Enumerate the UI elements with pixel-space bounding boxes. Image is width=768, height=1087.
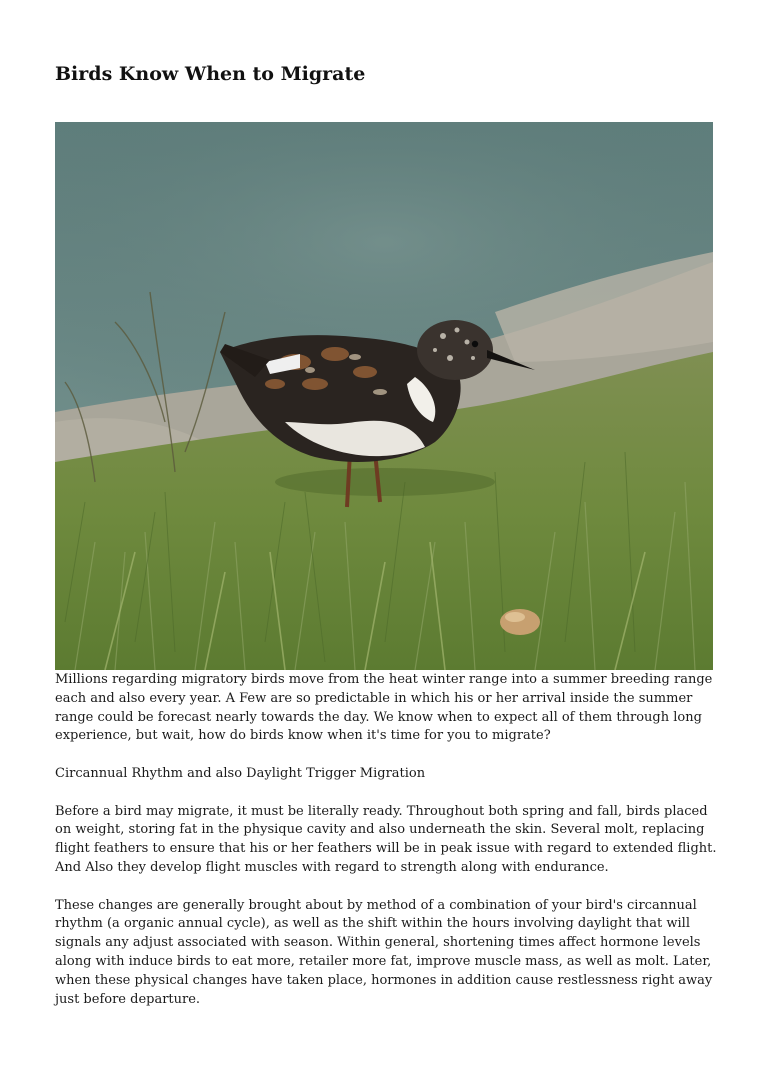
text-line: Before a bird may migrate, it must be literally ready. Throughout both spring and fall, birds placed bbox=[55, 803, 708, 819]
text-line: on weight, storing fat in the physique cavity and also underneath the skin. Several molt, replacing bbox=[55, 822, 705, 838]
paragraph-1 bbox=[55, 671, 715, 746]
text-line: signals any adjust associated with season. Within general, shortening times affect hormone levels bbox=[55, 935, 701, 951]
text-line: rhythm (a organic annual cycle), as well as the shift within the hours involving daylight that will bbox=[55, 916, 691, 932]
text-line: experience, but wait, how do birds know when it's time for you to migrate? bbox=[55, 728, 551, 744]
paragraph-2 bbox=[55, 803, 715, 878]
text-line: range could be forecast nearly towards the day. We know when to expect all of them through long bbox=[55, 709, 702, 725]
text-line: along with induce birds to eat more, retailer more fat, improve muscle mass, as well as molt. Later, bbox=[55, 953, 712, 969]
text-line: flight feathers to ensure that his or her feathers will be in peak issue with regard to extended flight. bbox=[55, 841, 717, 857]
text-line: Circannual Rhythm and also Daylight Trigger Migration bbox=[55, 765, 426, 781]
text-line: just before departure. bbox=[55, 991, 201, 1007]
bird-photo bbox=[55, 122, 713, 670]
text-line: These changes are generally brought about by method of a combination of your bird's circannual bbox=[55, 897, 697, 913]
text-line: Millions regarding migratory birds move from the heat winter range into a summer breeding range bbox=[55, 672, 713, 687]
text-line: when these physical changes have taken place, hormones in addition cause restlessness right away bbox=[55, 972, 713, 988]
section-heading bbox=[55, 765, 715, 784]
text-line: And Also they develop flight muscles with regard to strength along with endurance. bbox=[55, 859, 609, 875]
page-title: Birds Know When to Migrate bbox=[55, 63, 366, 85]
paragraph-3 bbox=[55, 897, 715, 1010]
article-body bbox=[55, 671, 715, 1028]
text-line: each and also every year. A Few are so predictable in which his or her arrival inside the summer bbox=[55, 690, 693, 706]
